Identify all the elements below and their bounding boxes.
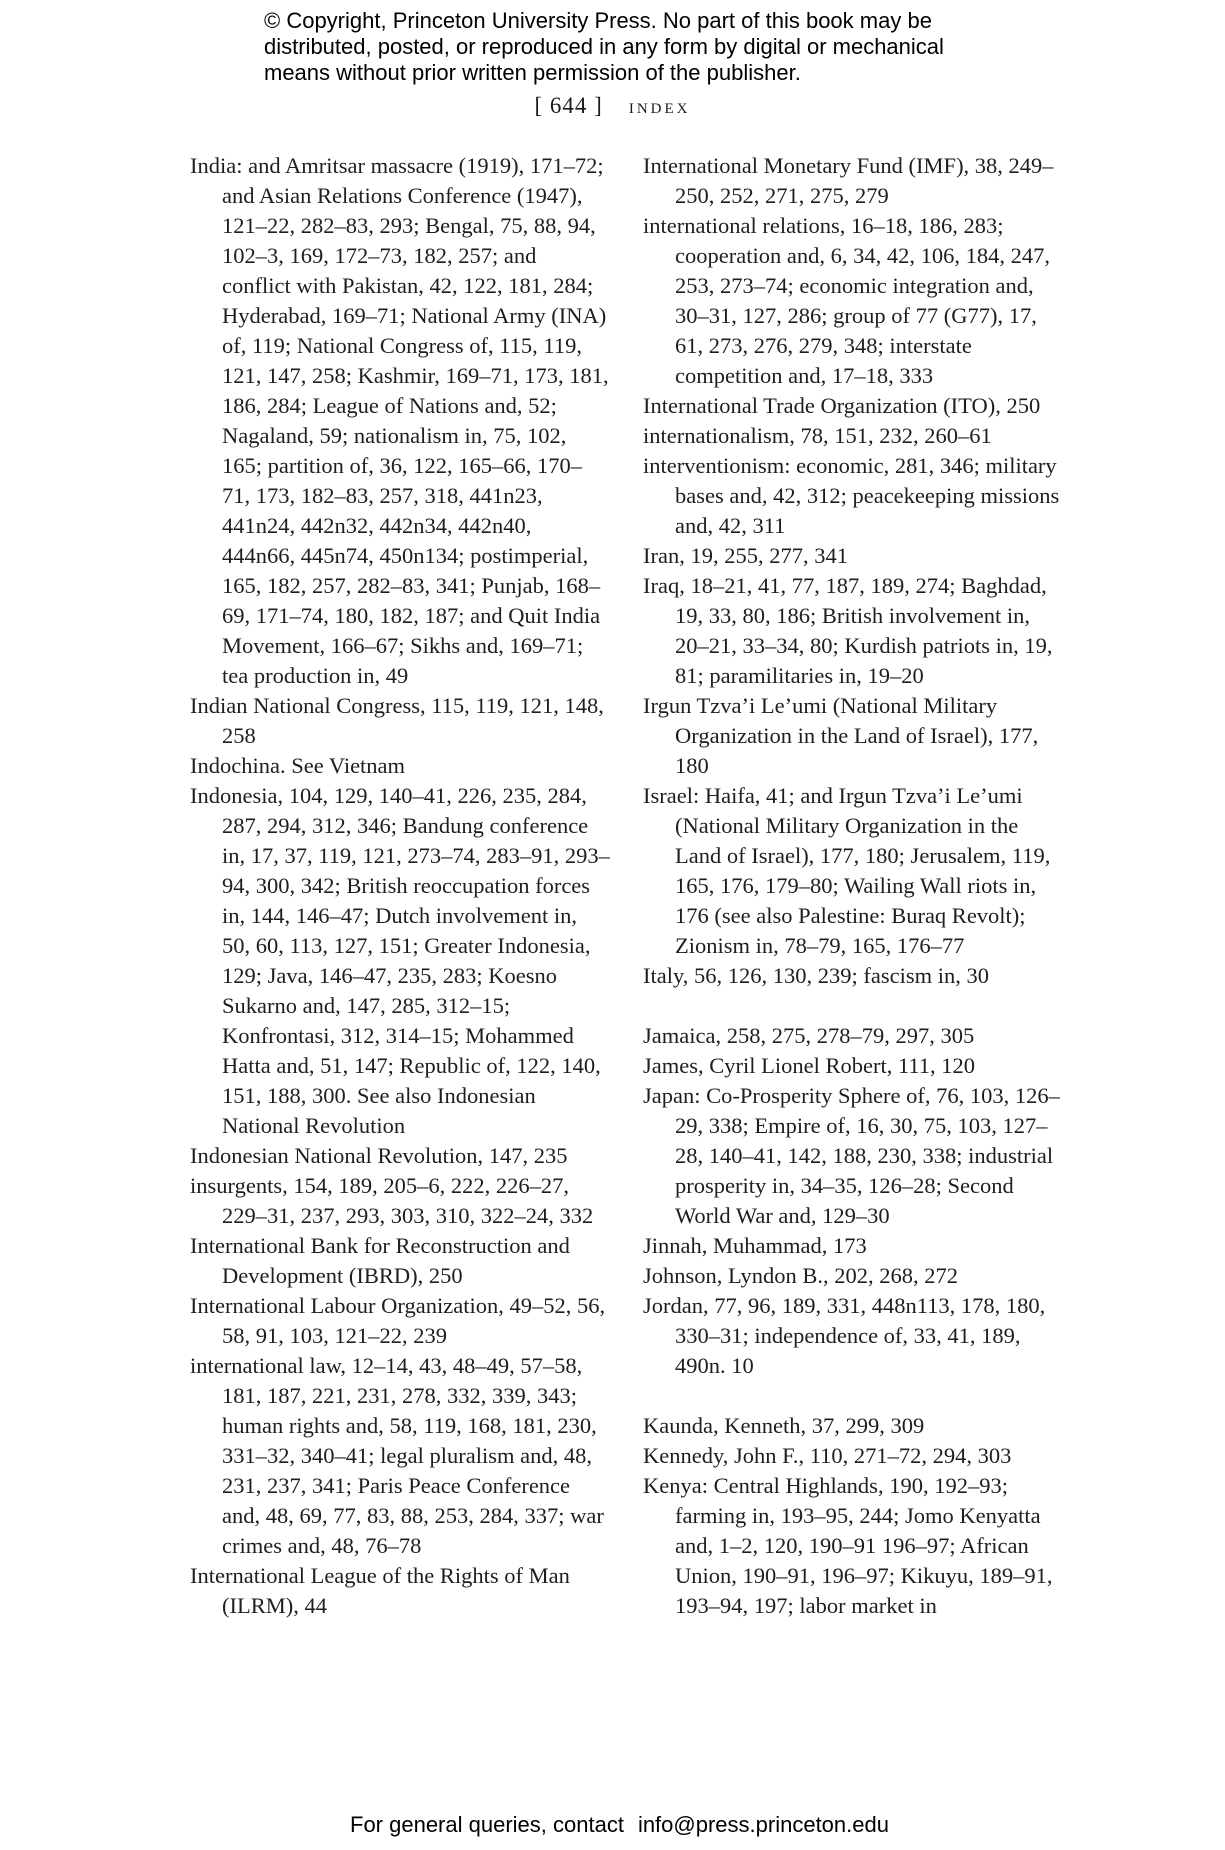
- index-entry: International League of the Rights of Man (ILRM), 44: [190, 1563, 570, 1618]
- index-entry: International Labour Organization, 49–52, 56, 58, 91, 103, 121–22, 239: [190, 1293, 606, 1348]
- index-entry: James, Cyril Lionel Robert, 111, 120: [643, 1053, 976, 1078]
- copyright-notice: [264, 8, 1024, 86]
- footer-email-link[interactable]: info@press.princeton.edu: [637, 1812, 889, 1837]
- index-entry: internationalism, 78, 151, 232, 260–61: [643, 423, 992, 448]
- index-entry: Israel: Haifa, 41; and Irgun Tzva’i Le’umi (National Military Organization in the Land of Israel), 177, 180; Jerusalem, 119, 165, 176, 179–80; Wailing Wall riots in, 176 (see also Palestine: Buraq Revolt); Zionism in, 78–79, 165, 176–77: [643, 783, 1051, 958]
- index-entry: India: and Amritsar massacre (1919), 171–72; and Asian Relations Conference (1947), 121–22, 282–83, 293; Bengal, 75, 88, 94, 102–3, 169, 172–73, 182, 257; and conflict with Pakistan, 42, 122, 181, 284; Hyderabad, 169–71; National Army (INA) of, 119; National Congress of, 115, 119, 121, 147, 258; Kashmir, 169–71, 173, 181, 186, 284; League of Nations and, 52; Nagaland, 59; nationalism in, 75, 102, 165; partition of, 36, 122, 165–66, 170–71, 173, 182–83, 257, 318, 441n23, 441n24, 442n32, 442n34, 442n40, 444n66, 445n74, 450n134; postimperial, 165, 182, 257, 282–83, 341; Punjab, 168–69, 171–74, 180, 182, 187; and Quit India Movement, 166–67; Sikhs and, 169–71; tea production in, 49: [190, 153, 609, 688]
- index-entry: international relations, 16–18, 186, 283; cooperation and, 6, 34, 42, 106, 184, 247, 253, 273–74; economic integration and, 30–31, 127, 286; group of 77 (G77), 17, 61, 273, 276, 279, 348; interstate competition and, 17–18, 333: [643, 213, 1050, 388]
- index-entry: insurgents, 154, 189, 205–6, 222, 226–27, 229–31, 237, 293, 303, 310, 322–24, 332: [190, 1173, 594, 1228]
- copyright-line-3: means without prior written permission of the publisher.: [264, 60, 801, 85]
- index-entry: Kennedy, John F., 110, 271–72, 294, 303: [643, 1443, 1012, 1468]
- footer: [0, 1812, 1225, 1838]
- index-entry: Indochina. See Vietnam: [190, 753, 406, 778]
- index-entry: interventionism: economic, 281, 346; military bases and, 42, 312; peacekeeping missions and, 42, 311: [643, 453, 1060, 538]
- index-entry: Iran, 19, 255, 277, 341: [643, 543, 848, 568]
- running-head: [0, 93, 1225, 119]
- index-entry: Jinnah, Muhammad, 173: [643, 1233, 867, 1258]
- index-entry: international law, 12–14, 43, 48–49, 57–58, 181, 187, 221, 231, 278, 332, 339, 343; human rights and, 58, 119, 168, 181, 230, 331–32, 340–41; legal pluralism and, 48, 231, 237, 341; Paris Peace Conference and, 48, 69, 77, 83, 88, 253, 284, 337; war crimes and, 48, 76–78: [190, 1353, 604, 1558]
- running-head-title: index: [628, 93, 691, 118]
- index-entry: Indian National Congress, 115, 119, 121, 148, 258: [190, 693, 604, 748]
- footer-label: For general queries, contact: [350, 1812, 624, 1837]
- index-entry: Italy, 56, 126, 130, 239; fascism in, 30: [643, 963, 990, 988]
- index-entry: International Bank for Reconstruction and Development (IBRD), 250: [190, 1233, 570, 1288]
- index-entry: Jordan, 77, 96, 189, 331, 448n113, 178, 180, 330–31; independence of, 33, 41, 189, 490n. 10: [643, 1293, 1046, 1378]
- index-entry: Indonesian National Revolution, 147, 235: [190, 1143, 568, 1168]
- index-entry: International Trade Organization (ITO), 250: [643, 393, 1041, 418]
- index-entry: Johnson, Lyndon B., 202, 268, 272: [643, 1263, 959, 1288]
- index-entry: Jamaica, 258, 275, 278–79, 297, 305: [643, 1023, 975, 1048]
- index-entry: Japan: Co-Prosperity Sphere of, 76, 103, 126–29, 338; Empire of, 16, 30, 75, 103, 127–28, 140–41, 142, 188, 230, 338; industrial prosperity in, 34–35, 126–28; Second World War and, 129–30: [643, 1083, 1060, 1228]
- page-number: [ 644 ]: [534, 93, 603, 118]
- index-entry: Indonesia, 104, 129, 140–41, 226, 235, 284, 287, 294, 312, 346; Bandung conference in, 17, 37, 119, 121, 273–74, 283–91, 293–94, 300, 342; British reoccupation forces in, 144, 146–47; Dutch involvement in, 50, 60, 113, 127, 151; Greater Indonesia, 129; Java, 146–47, 235, 283; Koesno Sukarno and, 147, 285, 312–15; Konfrontasi, 312, 314–15; Mohammed Hatta and, 51, 147; Republic of, 122, 140, 151, 188, 300. See also Indonesian National Revolution: [190, 783, 610, 1138]
- index-column-right: [643, 151, 1063, 1621]
- copyright-line-2: distributed, posted, or reproduced in any form by digital or mechanical: [264, 34, 944, 59]
- copyright-line-1: © Copyright, Princeton University Press. No part of this book may be: [264, 8, 932, 33]
- index-entry: Iraq, 18–21, 41, 77, 187, 189, 274; Baghdad, 19, 33, 80, 186; British involvement in, 20–21, 33–34, 80; Kurdish patriots in, 19, 81; paramilitaries in, 19–20: [643, 573, 1053, 688]
- index-entry: International Monetary Fund (IMF), 38, 249–250, 252, 271, 275, 279: [643, 153, 1054, 208]
- index-column-left: [190, 151, 610, 1621]
- index-entry: Kaunda, Kenneth, 37, 299, 309: [643, 1413, 925, 1438]
- index-entry: Irgun Tzva’i Le’umi (National Military Organization in the Land of Israel), 177, 180: [643, 693, 1039, 778]
- index-entry: Kenya: Central Highlands, 190, 192–93; farming in, 193–95, 244; Jomo Kenyatta and, 1–2, 120, 190–91 196–97; African Union, 190–91, 196–97; Kikuyu, 189–91, 193–94, 197; labor market in: [643, 1473, 1053, 1618]
